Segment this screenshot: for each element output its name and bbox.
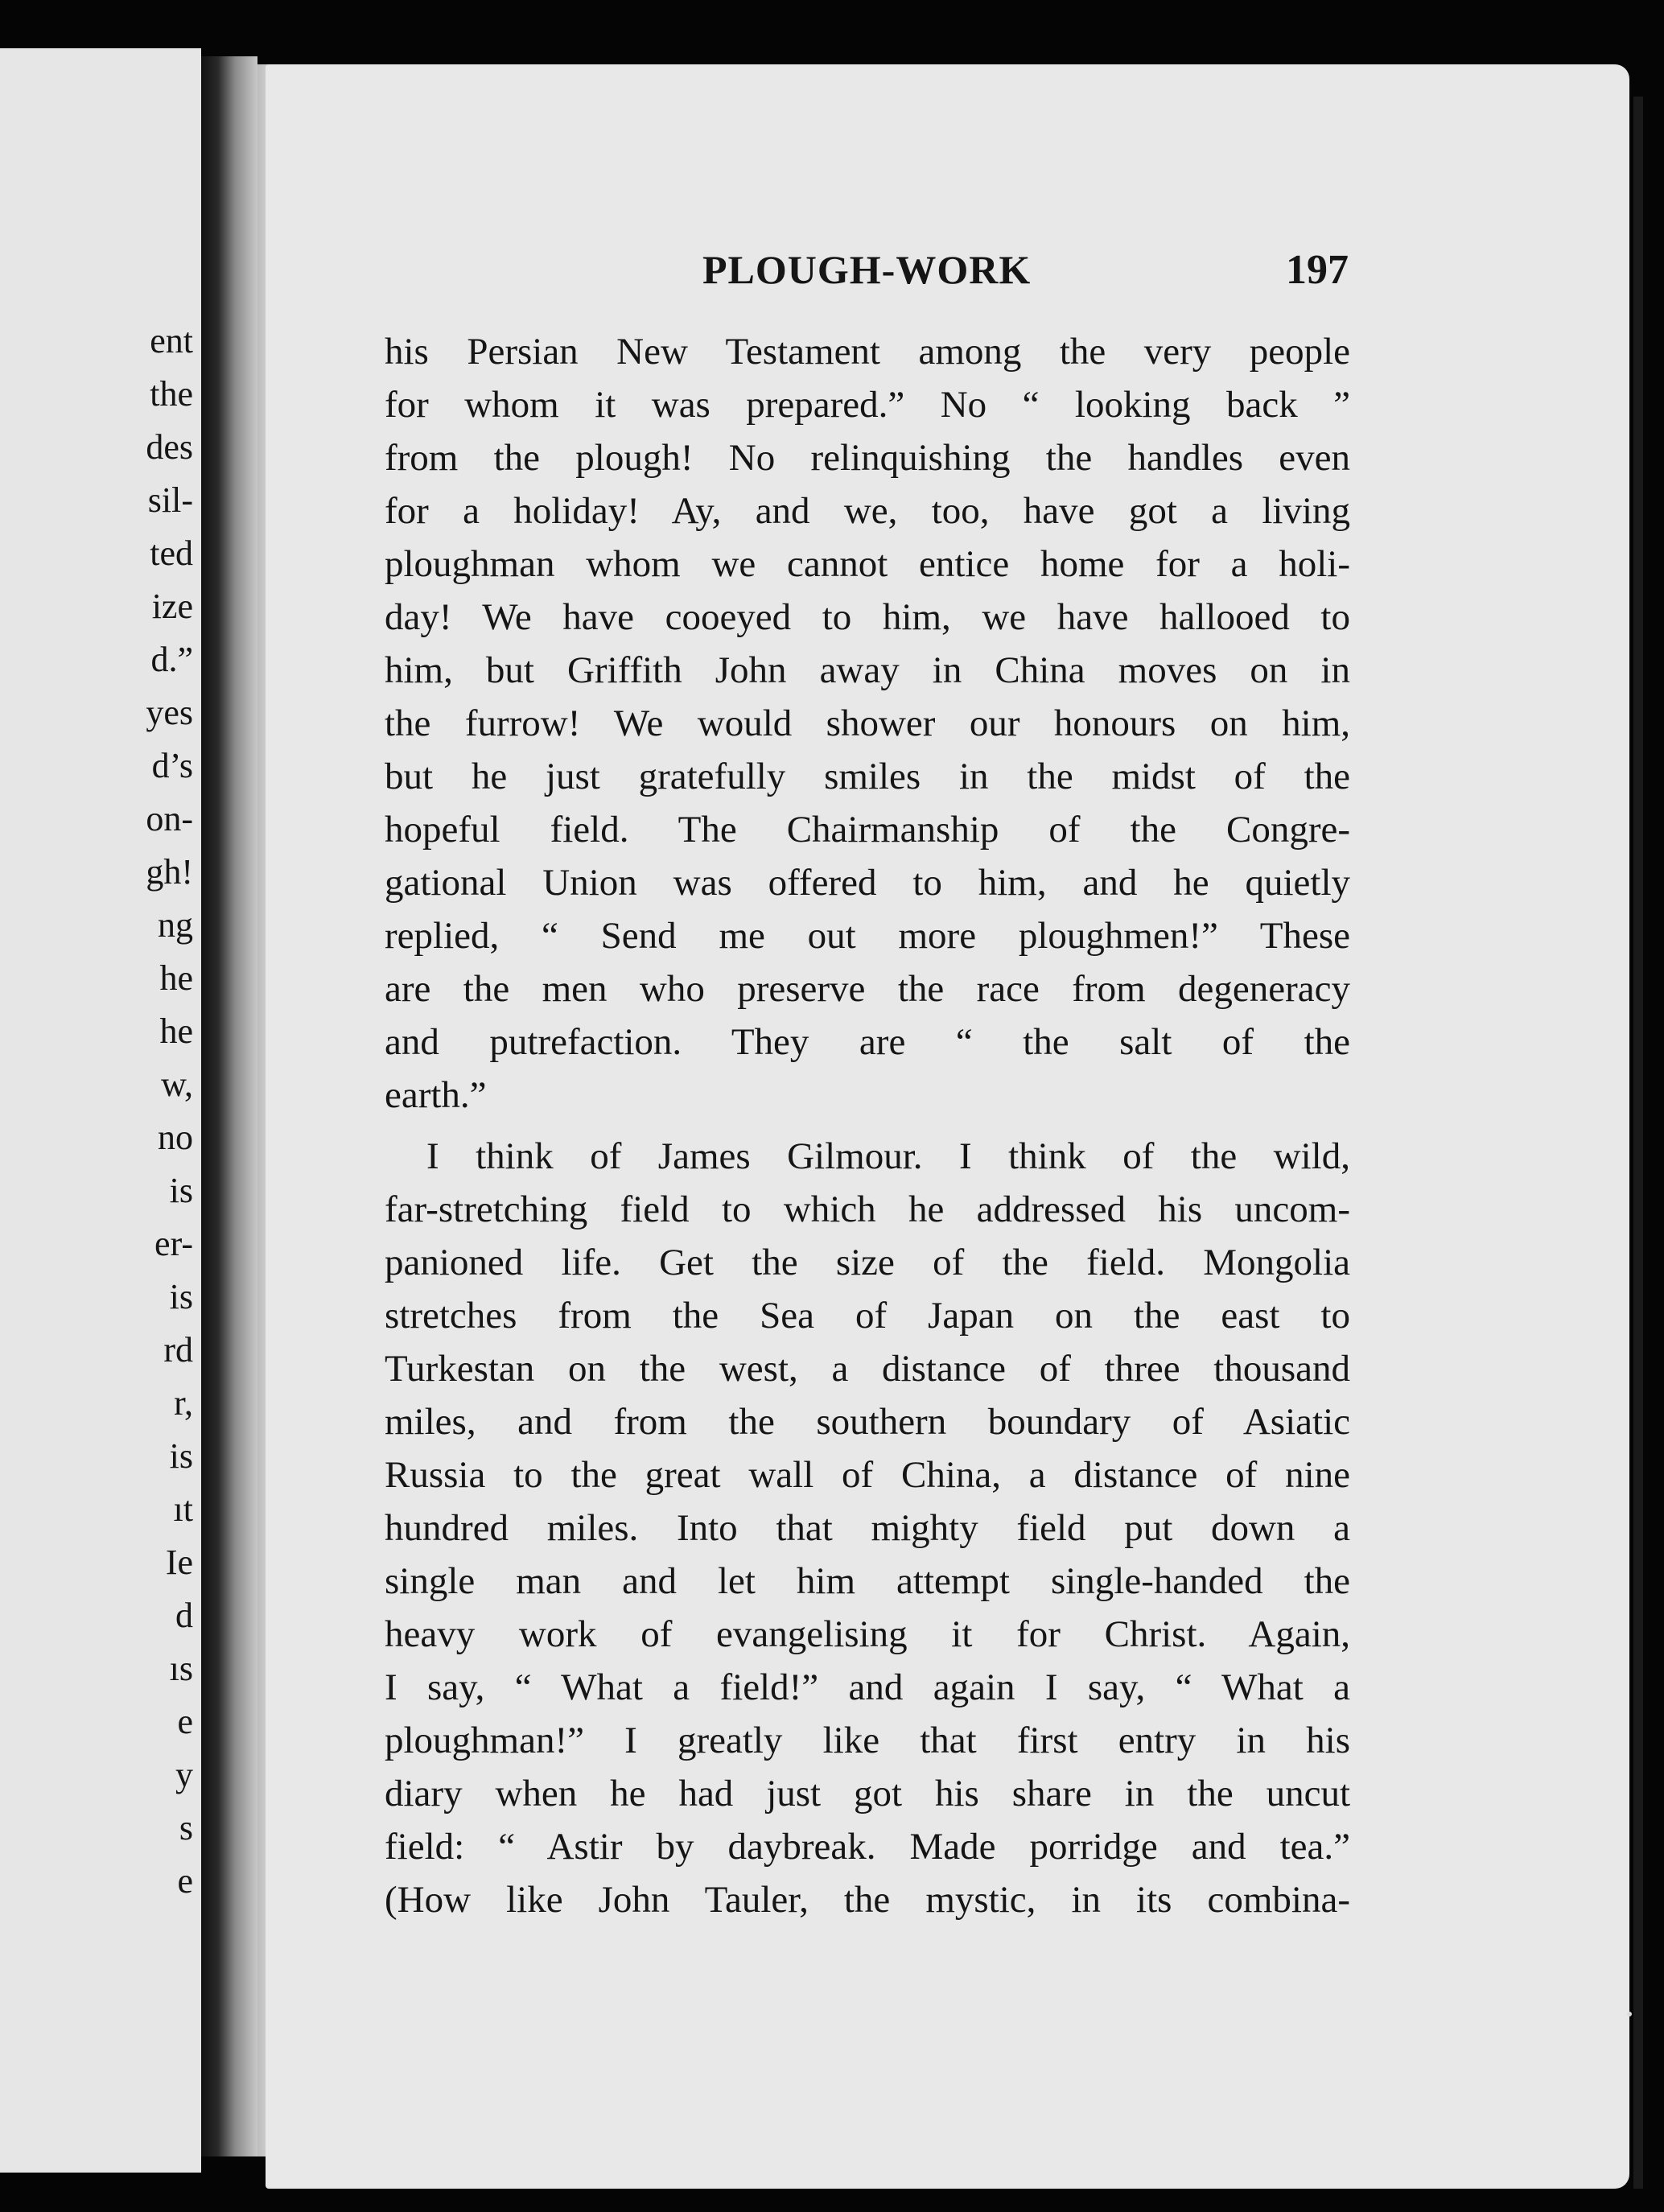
text-line: Turkestan on the west, a distance of three thousand: [385, 1348, 1350, 1390]
fragment-line: gh!: [146, 852, 193, 892]
text-line: diary when he had just got his share in the uncut: [385, 1773, 1350, 1814]
fragment-line: he: [159, 958, 193, 998]
previous-page-fragment: [0, 48, 201, 2173]
text-line: field: “ Astir by daybreak. Made porridge and tea.”: [385, 1826, 1350, 1868]
text-line: Russia to the great wall of China, a distance of nine: [385, 1454, 1350, 1496]
text-line: for whom it was prepared.” No “ looking back ”: [385, 384, 1350, 426]
fragment-line: on-: [146, 799, 193, 838]
fragment-line: des: [146, 427, 193, 467]
fragment-line: is: [169, 1436, 193, 1476]
fragment-line: is: [169, 1171, 193, 1210]
text-line: single man and let him attempt single-handed the: [385, 1560, 1350, 1602]
text-line: the furrow! We would shower our honours on him,: [385, 702, 1350, 744]
text-line: far-stretching field to which he addressed his uncom-: [385, 1188, 1350, 1230]
text-line: hundred miles. Into that mighty field put down a: [385, 1507, 1350, 1549]
fragment-line: e: [177, 1861, 193, 1901]
fragment-line: ng: [158, 905, 193, 945]
fragment-line: y: [175, 1755, 193, 1794]
fragment-line: r,: [174, 1383, 193, 1423]
text-line: day! We have cooeyed to him, we have hallooed to: [385, 596, 1350, 638]
text-line: him, but Griffith John away in China moves on in: [385, 649, 1350, 691]
fragment-line: he: [159, 1011, 193, 1051]
text-line: for a holiday! Ay, and we, too, have got a living: [385, 490, 1350, 532]
fragment-line: Ie: [165, 1543, 193, 1582]
fragment-line: no: [158, 1118, 193, 1157]
text-line: gational Union was offered to him, and he quietly: [385, 862, 1350, 904]
book-spine-gutter: [201, 56, 257, 2156]
page-number: 197: [1286, 247, 1349, 293]
page-197: [266, 64, 1629, 2189]
scan-speck: [1627, 2012, 1632, 2016]
text-line: earth.”: [385, 1074, 487, 1116]
fragment-line: s: [179, 1808, 193, 1847]
text-line: and putrefaction. They are “ the salt of the: [385, 1021, 1350, 1063]
text-line: his Persian New Testament among the very people: [385, 331, 1350, 373]
text-line: are the men who preserve the race from degeneracy: [385, 968, 1350, 1010]
text-line: I say, “ What a field!” and again I say, “ What a: [385, 1666, 1350, 1708]
fragment-line: ıt: [173, 1489, 193, 1529]
paragraph-start-line: I think of James Gilmour. I think of the wild,: [426, 1135, 1350, 1177]
fragment-line: ted: [150, 533, 193, 573]
text-line: miles, and from the southern boundary of Asiatic: [385, 1401, 1350, 1443]
fragment-line: the: [150, 374, 193, 414]
fragment-line: d: [175, 1596, 193, 1635]
fragment-line: d’s: [151, 746, 193, 785]
fragment-line: yes: [146, 693, 193, 732]
text-line: heavy work of evangelising it for Christ. Again,: [385, 1613, 1350, 1655]
fragment-line: rd: [163, 1330, 193, 1370]
text-line: ploughman!” I greatly like that first entry in his: [385, 1720, 1350, 1761]
fragment-line: is: [169, 1277, 193, 1316]
text-line: hopeful field. The Chairmanship of the Congre-: [385, 809, 1350, 851]
page-edge: [1633, 97, 1643, 2189]
fragment-line: e: [177, 1702, 193, 1741]
fragment-line: sil-: [147, 480, 193, 520]
fragment-line: d.”: [150, 640, 193, 679]
fragment-line: ıs: [169, 1649, 193, 1688]
text-line: stretches from the Sea of Japan on the east to: [385, 1295, 1350, 1337]
text-line: from the plough! No relinquishing the handles even: [385, 437, 1350, 479]
text-line: ploughman whom we cannot entice home for a holi-: [385, 543, 1350, 585]
text-line: (How like John Tauler, the mystic, in its combina-: [385, 1879, 1350, 1921]
fragment-line: ize: [151, 587, 193, 626]
text-line: panioned life. Get the size of the field. Mongolia: [385, 1242, 1350, 1283]
fragment-line: er-: [154, 1224, 193, 1263]
text-line: but he just gratefully smiles in the midst of the: [385, 756, 1350, 797]
running-head: PLOUGH-WORK: [702, 247, 1032, 292]
text-line: replied, “ Send me out more ploughmen!” These: [385, 915, 1350, 957]
fragment-line: ent: [150, 321, 193, 360]
fragment-line: w,: [161, 1065, 193, 1104]
